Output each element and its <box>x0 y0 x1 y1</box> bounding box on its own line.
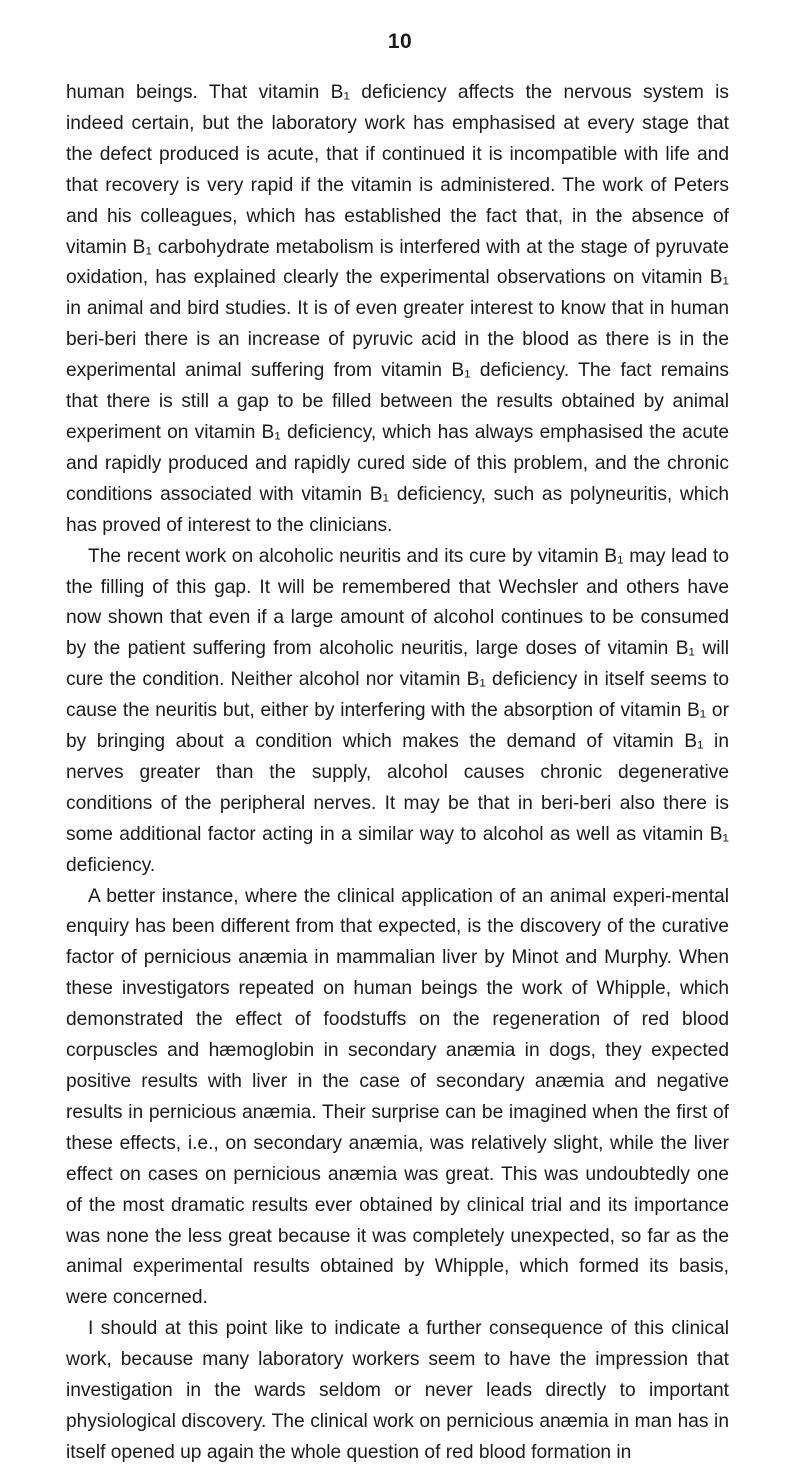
page-body <box>66 78 729 1469</box>
paragraph-pernicious-anaemia: A better instance, where the clinical application of an animal experi-mental enquiry has been different from that expected, is the discovery of the curative factor of pernicious anæmia in mammalian liver by Minot and Murphy. When these investigators repeated on human beings the work of Whipple, which demonstrated the effect of foodstuffs on the regeneration of red blood corpuscles and hæmoglobin in secondary anæmia in dogs, they expected positive results with liver in the case of secondary anæmia and negative results in pernicious anæmia. Their surprise can be imagined when the first of these effects, i.e., on secondary anæmia, was relatively slight, while the liver effect on cases on pernicious anæmia was great. This was undoubtedly one of the most dramatic results ever obtained by clinical trial and its importance was none the less great because it was completely unexpected, so far as the animal experimental results obtained by Whipple, which formed its basis, were concerned. <box>66 885 729 1309</box>
paragraph-vitamin-b1-nervous-system: human beings. That vitamin B₁ deficiency affects the nervous system is indeed certain, but the laboratory work has emphasised at every stage that the defect produced is acute, that if continued it is incompatible with life and that recovery is very rapid if the vitamin is administered. The work of Peters and his colleagues, which has established the fact that, in the absence of vitamin B₁ carbohydrate metabolism is interfered with at the stage of pyruvate oxidation, has explained clearly the experimental observations on vitamin B₁ in animal and bird studies. It is of even greater interest to know that in human beri-beri there is an increase of pyruvic acid in the blood as there is in the experimental animal suffering from vitamin B₁ deficiency. The fact remains that there is still a gap to be filled between the results obtained by animal experiment on vitamin B₁ deficiency, which has always emphasised the acute and rapidly produced and rapidly cured side of this problem, and the chronic conditions associated with vitamin B₁ deficiency, such as polyneuritis, which has proved of interest to the clinicians. <box>66 82 729 536</box>
paragraph-alcoholic-neuritis: The recent work on alcoholic neuritis and its cure by vitamin B₁ may lead to the filling of this gap. It will be remembered that Wechsler and others have now shown that even if a large amount of alcohol continues to be consumed by the patient suffering from alcoholic neuritis, large doses of vitamin B₁ will cure the condition. Neither alcohol nor vitamin B₁ deficiency in itself seems to cause the neuritis but, either by interfering with the absorption of vitamin B₁ or by bringing about a condition which makes the demand of vitamin B₁ in nerves greater than the supply, alcohol causes chronic degenerative conditions of the peripheral nerves. It may be that in beri-beri also there is some additional factor acting in a similar way to alcohol as well as vitamin B₁ deficiency. <box>66 545 729 876</box>
paragraph-clinical-work-consequence: I should at this point like to indicate a further consequence of this clinical work, because many laboratory workers seem to have the impression that investigation in the wards seldom or never leads directly to important physiological discovery. The clinical work on pernicious anæmia in man has in itself opened up again the whole question of red blood formation in <box>66 1318 729 1463</box>
page-number: 10 <box>387 30 413 53</box>
